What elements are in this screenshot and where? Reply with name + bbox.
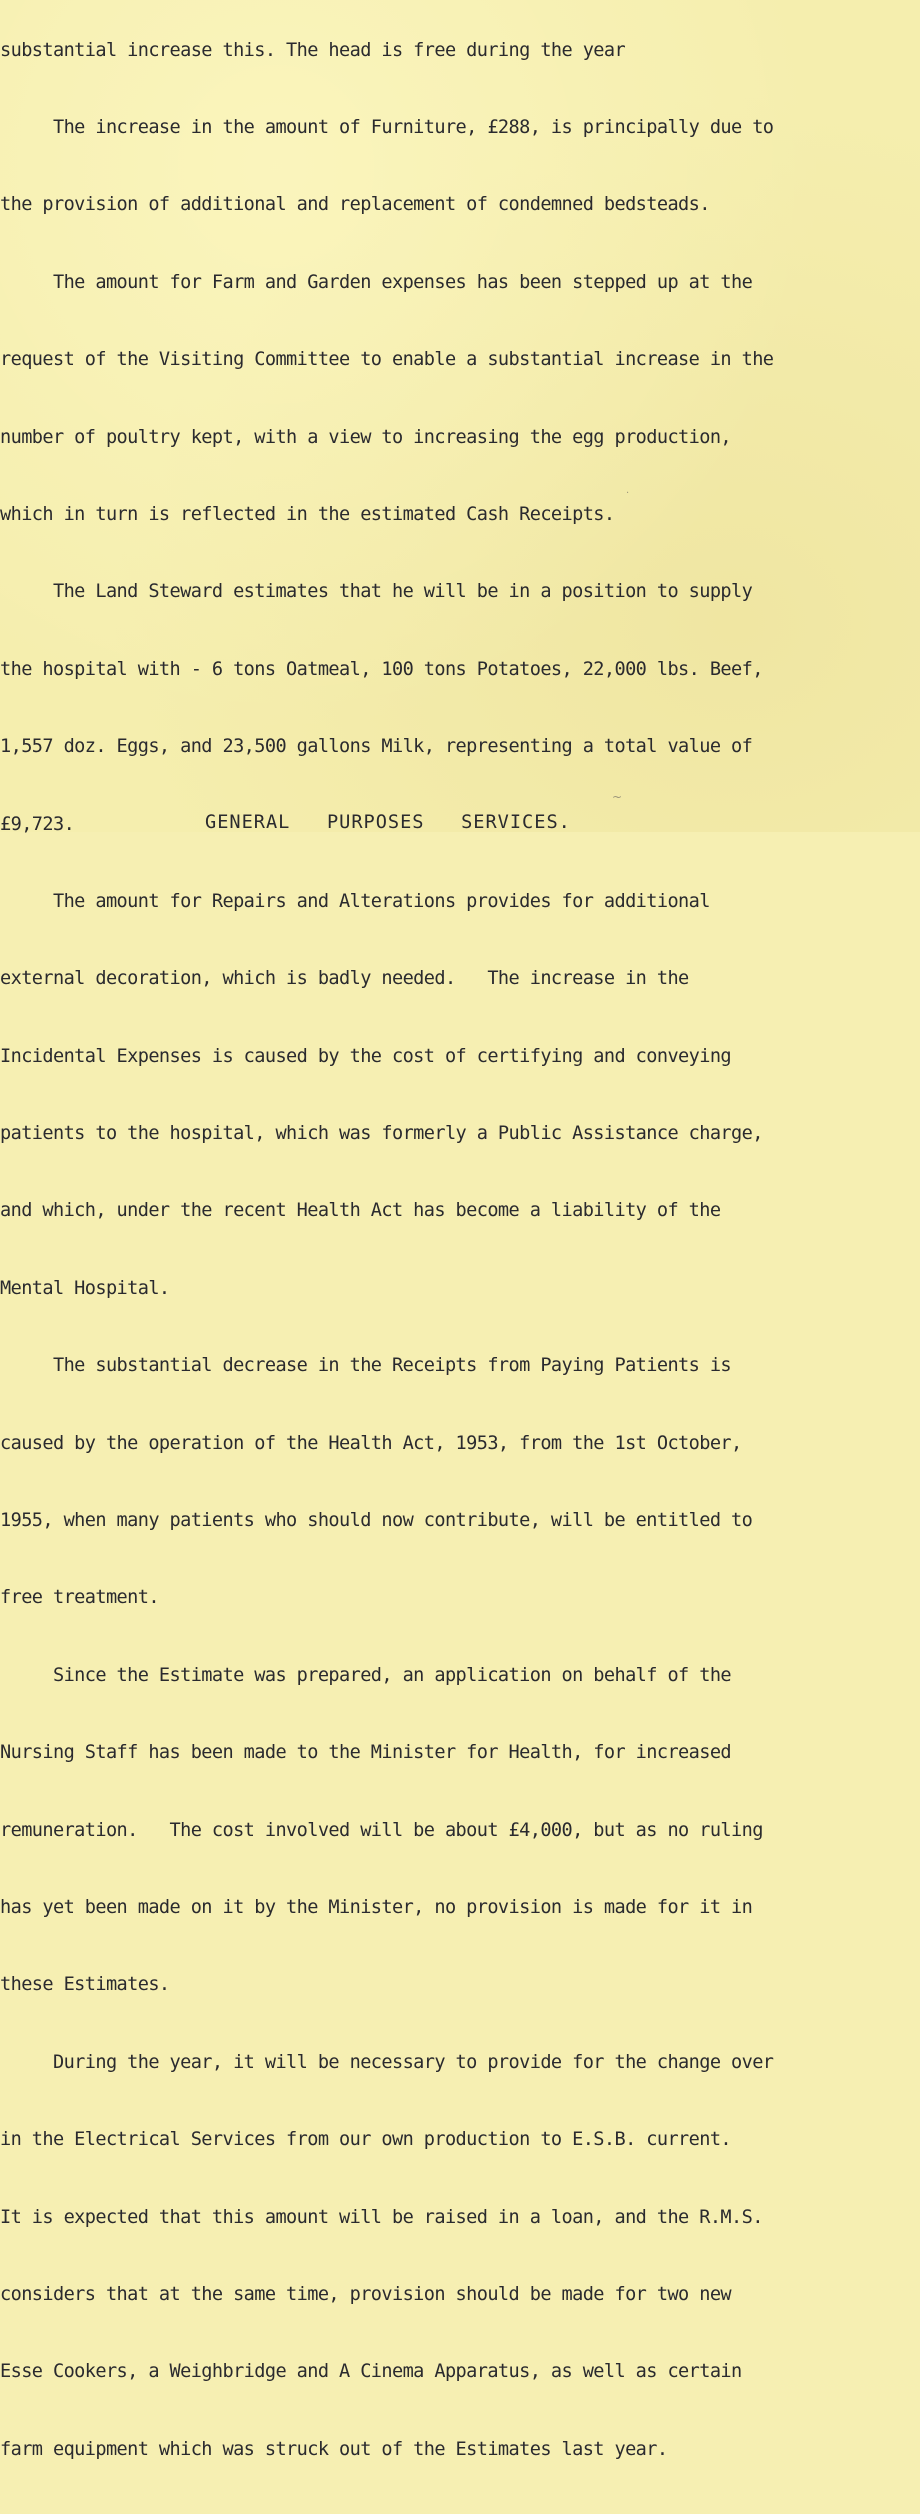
- text-line: farm equipment which was struck out of the Estimates last year.: [0, 2438, 668, 2460]
- text-line: Incidental Expenses is caused by the cost of certifying and conveying: [0, 1045, 732, 1067]
- text-line: external decoration, which is badly needed. The increase in the: [0, 968, 689, 990]
- pencil-scribble-mark: ~: [612, 790, 623, 804]
- text-line: £9,723.: [0, 813, 75, 835]
- text-line: Since the Estimate was prepared, an application on behalf of the: [0, 1664, 732, 1686]
- text-line: 1,557 doz. Eggs, and 23,500 gallons Milk, representing a total value of: [0, 736, 753, 758]
- text-line: considers that at the same time, provision should be made for two new: [0, 2283, 732, 2305]
- text-line: these Estimates.: [0, 1974, 170, 1996]
- text-line: the provision of additional and replacement of condemned bedsteads.: [0, 194, 710, 216]
- text-line: The increase in the amount of Furniture, £288, is principally due to: [0, 116, 774, 138]
- text-line: the hospital with - 6 tons Oatmeal, 100 tons Potatoes, 22,000 lbs. Beef,: [0, 658, 763, 680]
- text-line: 1955, when many patients who should now contribute, will be entitled to: [0, 1510, 753, 1532]
- text-line: free treatment.: [0, 1587, 159, 1609]
- text-line: Mental Hospital.: [0, 1277, 170, 1299]
- text-line: caused by the operation of the Health Act, 1953, from the 1st October,: [0, 1432, 742, 1454]
- text-line: which in turn is reflected in the estimated Cash Receipts.: [0, 503, 615, 525]
- ink-speck-mark: ·: [626, 488, 630, 499]
- text-line: has yet been made on it by the Minister, no provision is made for it in: [0, 1896, 753, 1918]
- text-line: During the year, it will be necessary to provide for the change over: [0, 2051, 774, 2073]
- text-line: remuneration. The cost involved will be about £4,000, but as no ruling: [0, 1819, 763, 1841]
- text-line: Esse Cookers, a Weighbridge and A Cinema Apparatus, as well as certain: [0, 2361, 742, 2383]
- text-line: and which, under the recent Health Act has become a liability of the: [0, 1200, 721, 1222]
- section-heading: GENERAL PURPOSES SERVICES.: [205, 812, 571, 833]
- text-line: substantial increase this. The head is free during the year: [0, 39, 626, 61]
- text-line: The Land Steward estimates that he will be in a position to supply: [0, 581, 753, 603]
- text-line: in the Electrical Services from our own production to E.S.B. current.: [0, 2129, 732, 2151]
- text-line: Nursing Staff has been made to the Minister for Health, for increased: [0, 1742, 732, 1764]
- text-line: patients to the hospital, which was formerly a Public Assistance charge,: [0, 1123, 763, 1145]
- text-line: The substantial decrease in the Receipts from Paying Patients is: [0, 1355, 732, 1377]
- text-line: The amount for Farm and Garden expenses has been stepped up at the: [0, 271, 753, 293]
- text-line: The amount for Repairs and Alterations provides for additional: [0, 890, 710, 912]
- text-line: number of poultry kept, with a view to increasing the egg production,: [0, 426, 732, 448]
- text-line: It is expected that this amount will be raised in a loan, and the R.M.S.: [0, 2206, 763, 2228]
- text-line: request of the Visiting Committee to enable a substantial increase in the: [0, 349, 774, 371]
